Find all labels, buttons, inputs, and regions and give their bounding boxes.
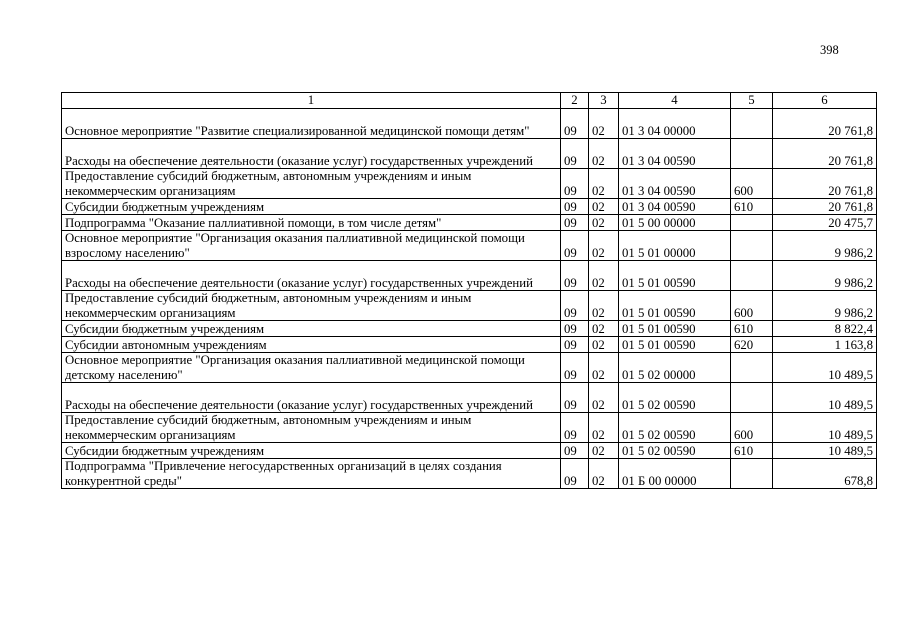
row-section-cell: 09 xyxy=(561,215,589,231)
row-expense-type-cell xyxy=(731,109,773,139)
row-subsection-cell: 02 xyxy=(589,413,619,443)
table-row xyxy=(62,215,877,231)
row-subsection-cell: 02 xyxy=(589,353,619,383)
row-amount-cell: 20 761,8 xyxy=(773,109,877,139)
row-name-cell: Предоставление субсидий бюджетным, автономным учреждениям и иным некоммерческим организациям xyxy=(62,291,561,321)
row-expense-type-cell: 600 xyxy=(731,291,773,321)
table-row xyxy=(62,169,877,199)
row-subsection-cell: 02 xyxy=(589,215,619,231)
row-target-article-cell: 01 5 01 00000 xyxy=(619,231,731,261)
table-row xyxy=(62,231,877,261)
table-row xyxy=(62,443,877,459)
row-subsection-cell: 02 xyxy=(589,231,619,261)
table-row xyxy=(62,413,877,443)
row-subsection-cell: 02 xyxy=(589,291,619,321)
row-target-article-cell: 01 5 02 00000 xyxy=(619,353,731,383)
row-name-cell: Основное мероприятие "Организация оказания паллиативной медицинской помощи детскому населению" xyxy=(62,353,561,383)
row-section-cell: 09 xyxy=(561,139,589,169)
row-name-cell: Субсидии бюджетным учреждениям xyxy=(62,443,561,459)
row-amount-cell: 10 489,5 xyxy=(773,383,877,413)
row-target-article-cell: 01 3 04 00000 xyxy=(619,109,731,139)
row-expense-type-cell: 620 xyxy=(731,337,773,353)
row-name-cell: Подпрограмма "Оказание паллиативной помощи, в том числе детям" xyxy=(62,215,561,231)
row-name-cell: Основное мероприятие "Организация оказания паллиативной медицинской помощи взрослому населению" xyxy=(62,231,561,261)
row-amount-cell: 9 986,2 xyxy=(773,291,877,321)
row-expense-type-cell: 600 xyxy=(731,413,773,443)
budget-table xyxy=(61,92,877,489)
table-row xyxy=(62,261,877,291)
row-subsection-cell: 02 xyxy=(589,169,619,199)
row-section-cell: 09 xyxy=(561,231,589,261)
table-row xyxy=(62,321,877,337)
row-section-cell: 09 xyxy=(561,321,589,337)
row-expense-type-cell xyxy=(731,139,773,169)
row-name-cell: Субсидии бюджетным учреждениям xyxy=(62,321,561,337)
page-number: 398 xyxy=(820,43,839,57)
row-section-cell: 09 xyxy=(561,337,589,353)
row-section-cell: 09 xyxy=(561,353,589,383)
row-section-cell: 09 xyxy=(561,291,589,321)
header-col-6: 6 xyxy=(773,93,877,109)
row-amount-cell: 9 986,2 xyxy=(773,261,877,291)
row-name-cell: Расходы на обеспечение деятельности (оказание услуг) государственных учреждений xyxy=(62,139,561,169)
row-subsection-cell: 02 xyxy=(589,199,619,215)
row-subsection-cell: 02 xyxy=(589,261,619,291)
row-expense-type-cell: 610 xyxy=(731,321,773,337)
table-row xyxy=(62,139,877,169)
table-body xyxy=(62,109,877,489)
row-name-cell: Основное мероприятие "Развитие специализированной медицинской помощи детям" xyxy=(62,109,561,139)
header-col-1: 1 xyxy=(62,93,561,109)
row-amount-cell: 10 489,5 xyxy=(773,413,877,443)
row-target-article-cell: 01 5 01 00590 xyxy=(619,261,731,291)
row-expense-type-cell: 610 xyxy=(731,443,773,459)
header-col-2: 2 xyxy=(561,93,589,109)
row-target-article-cell: 01 5 02 00590 xyxy=(619,443,731,459)
row-amount-cell: 678,8 xyxy=(773,459,877,489)
row-subsection-cell: 02 xyxy=(589,337,619,353)
header-col-3: 3 xyxy=(589,93,619,109)
row-section-cell: 09 xyxy=(561,109,589,139)
table-row xyxy=(62,459,877,489)
table-row xyxy=(62,199,877,215)
row-name-cell: Предоставление субсидий бюджетным, автономным учреждениям и иным некоммерческим организациям xyxy=(62,169,561,199)
row-target-article-cell: 01 3 04 00590 xyxy=(619,199,731,215)
row-target-article-cell: 01 5 02 00590 xyxy=(619,383,731,413)
row-section-cell: 09 xyxy=(561,459,589,489)
row-expense-type-cell: 610 xyxy=(731,199,773,215)
row-name-cell: Расходы на обеспечение деятельности (оказание услуг) государственных учреждений xyxy=(62,383,561,413)
row-subsection-cell: 02 xyxy=(589,383,619,413)
row-subsection-cell: 02 xyxy=(589,321,619,337)
row-name-cell: Подпрограмма "Привлечение негосударственных организаций в целях создания конкурентной среды" xyxy=(62,459,561,489)
row-expense-type-cell xyxy=(731,215,773,231)
table-row xyxy=(62,291,877,321)
row-amount-cell: 20 761,8 xyxy=(773,199,877,215)
row-expense-type-cell: 600 xyxy=(731,169,773,199)
row-section-cell: 09 xyxy=(561,443,589,459)
row-section-cell: 09 xyxy=(561,261,589,291)
row-name-cell: Субсидии автономным учреждениям xyxy=(62,337,561,353)
row-target-article-cell: 01 5 01 00590 xyxy=(619,321,731,337)
row-name-cell: Предоставление субсидий бюджетным, автономным учреждениям и иным некоммерческим организациям xyxy=(62,413,561,443)
table-row xyxy=(62,383,877,413)
header-col-4: 4 xyxy=(619,93,731,109)
table-row xyxy=(62,109,877,139)
row-expense-type-cell xyxy=(731,353,773,383)
row-amount-cell: 1 163,8 xyxy=(773,337,877,353)
row-amount-cell: 20 761,8 xyxy=(773,169,877,199)
row-target-article-cell: 01 5 02 00590 xyxy=(619,413,731,443)
table-header-row xyxy=(62,93,877,109)
row-target-article-cell: 01 5 01 00590 xyxy=(619,291,731,321)
row-expense-type-cell xyxy=(731,231,773,261)
row-subsection-cell: 02 xyxy=(589,443,619,459)
table-row xyxy=(62,337,877,353)
row-expense-type-cell xyxy=(731,261,773,291)
row-name-cell: Расходы на обеспечение деятельности (оказание услуг) государственных учреждений xyxy=(62,261,561,291)
row-amount-cell: 20 475,7 xyxy=(773,215,877,231)
row-target-article-cell: 01 Б 00 00000 xyxy=(619,459,731,489)
row-section-cell: 09 xyxy=(561,413,589,443)
row-section-cell: 09 xyxy=(561,383,589,413)
row-amount-cell: 10 489,5 xyxy=(773,443,877,459)
table-row xyxy=(62,353,877,383)
row-target-article-cell: 01 3 04 00590 xyxy=(619,169,731,199)
row-name-cell: Субсидии бюджетным учреждениям xyxy=(62,199,561,215)
row-section-cell: 09 xyxy=(561,199,589,215)
row-target-article-cell: 01 3 04 00590 xyxy=(619,139,731,169)
row-target-article-cell: 01 5 01 00590 xyxy=(619,337,731,353)
row-amount-cell: 20 761,8 xyxy=(773,139,877,169)
row-amount-cell: 8 822,4 xyxy=(773,321,877,337)
row-subsection-cell: 02 xyxy=(589,109,619,139)
row-subsection-cell: 02 xyxy=(589,459,619,489)
row-amount-cell: 9 986,2 xyxy=(773,231,877,261)
header-col-5: 5 xyxy=(731,93,773,109)
row-subsection-cell: 02 xyxy=(589,139,619,169)
row-target-article-cell: 01 5 00 00000 xyxy=(619,215,731,231)
row-amount-cell: 10 489,5 xyxy=(773,353,877,383)
row-expense-type-cell xyxy=(731,383,773,413)
row-section-cell: 09 xyxy=(561,169,589,199)
row-expense-type-cell xyxy=(731,459,773,489)
